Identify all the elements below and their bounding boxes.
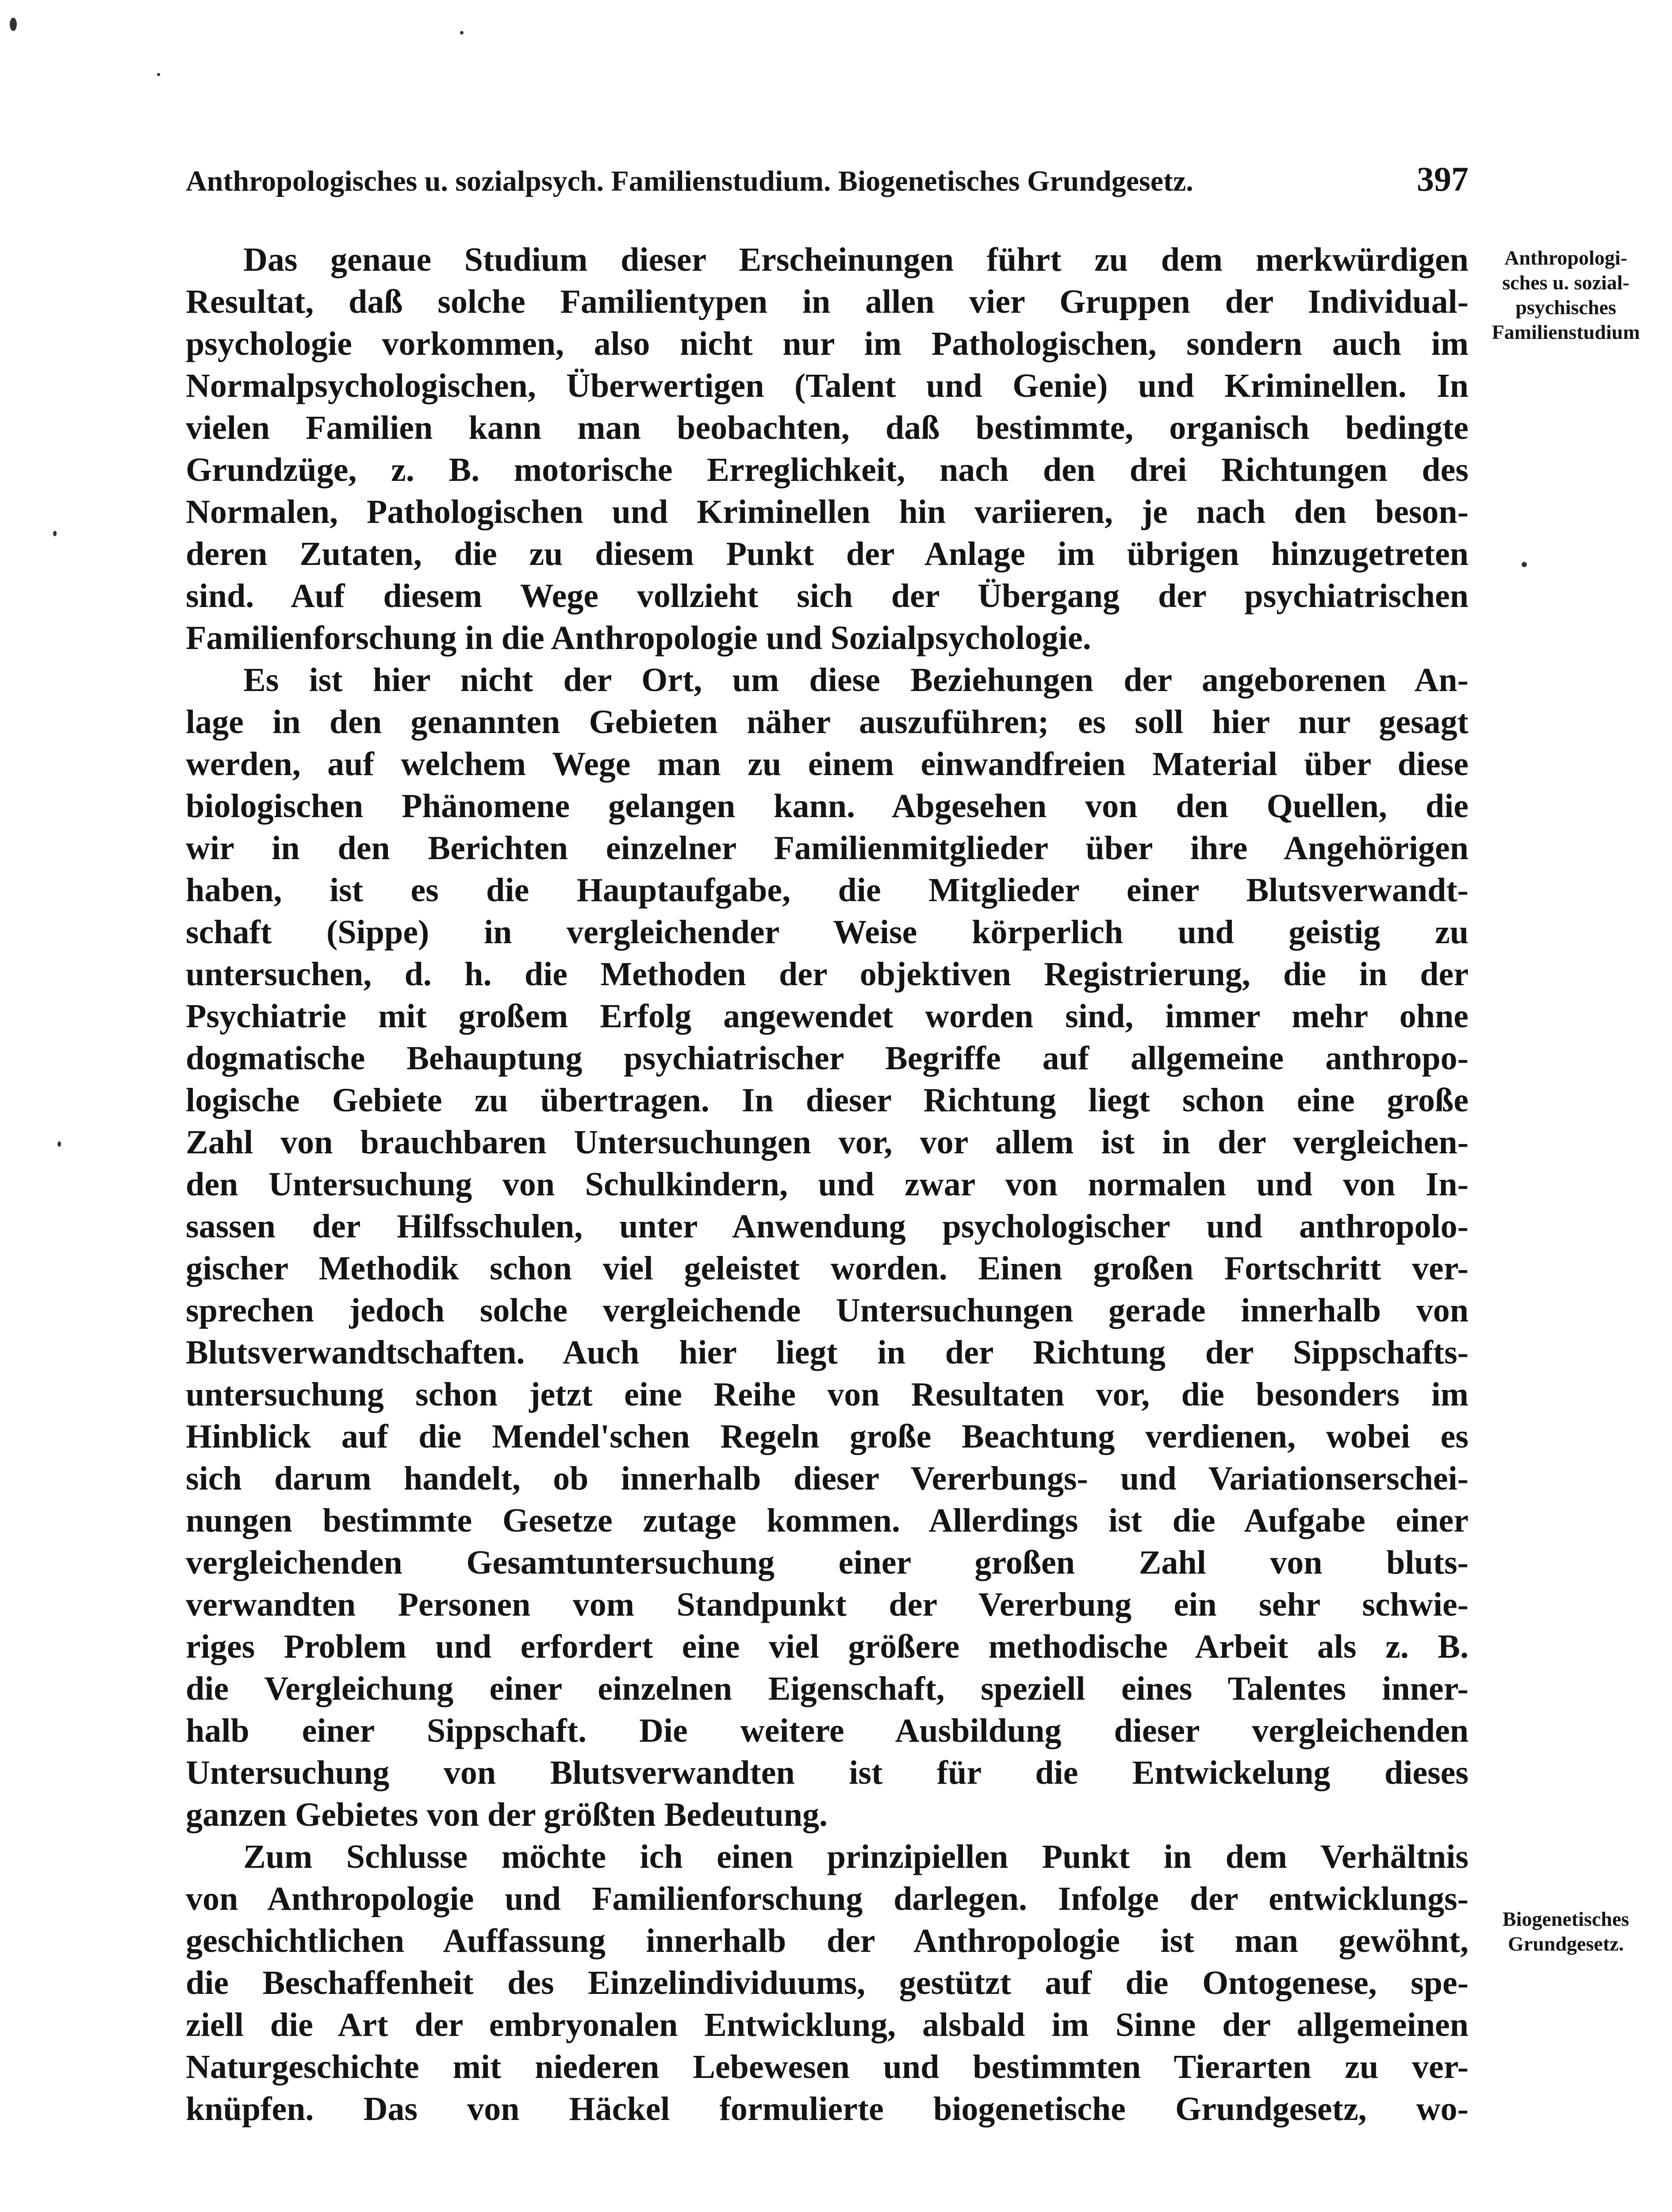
scan-speck xyxy=(1522,562,1527,567)
text-line: vielen Familien kann man beobachten, daß bestimmte, organisch bedingte xyxy=(186,409,1469,446)
text-line: Normalpsychologischen, Überwertigen (Talent und Genie) und Kriminellen. In xyxy=(186,367,1469,404)
text-line: verwandten Personen vom Standpunkt der Vererbung ein sehr schwie- xyxy=(186,1586,1469,1623)
text-line: dogmatische Behauptung psychiatrischer Begriffe auf allgemeine anthropo- xyxy=(186,1040,1469,1077)
text-line: Normalen, Pathologischen und Kriminellen hin variieren, je nach den beson- xyxy=(186,493,1469,530)
text-line: von Anthropologie und Familienforschung darlegen. Infolge der entwicklungs- xyxy=(186,1880,1469,1917)
text-line: Es ist hier nicht der Ort, um diese Beziehungen der angeborenen An- xyxy=(243,661,1469,699)
text-line: geschichtlichen Auffassung innerhalb der Anthropologie ist man gewöhnt, xyxy=(186,1922,1469,1959)
text-line: Das genaue Studium dieser Erscheinungen führt zu dem merkwürdigen xyxy=(243,241,1469,278)
text-line: Familienforschung in die Anthropologie und Sozialpsychologie. xyxy=(186,619,1091,657)
page-number: 397 xyxy=(1417,160,1469,198)
text-line: nungen bestimmte Gesetze zutage kommen. Allerdings ist die Aufgabe einer xyxy=(186,1502,1469,1539)
text-line: Resultat, daß solche Familientypen in allen vier Gruppen der Individual- xyxy=(186,283,1469,320)
text-line: den Untersuchung von Schulkindern, und zwar von normalen und von In- xyxy=(186,1166,1469,1203)
text-line: Zahl von brauchbaren Untersuchungen vor, vor allem ist in der vergleichen- xyxy=(186,1124,1469,1161)
text-line: die Vergleichung einer einzelnen Eigenschaft, speziell eines Talentes inner- xyxy=(186,1670,1469,1707)
text-line: Grundzüge, z. B. motorische Erreglichkeit, nach den drei Richtungen des xyxy=(186,451,1469,488)
text-line: Psychiatrie mit großem Erfolg angewendet worden sind, immer mehr ohne xyxy=(186,998,1469,1035)
text-line: werden, auf welchem Wege man zu einem einwandfreien Material über diese xyxy=(186,745,1469,783)
marginal-note-line: psychisches xyxy=(1515,296,1616,319)
marginal-note-anthropology xyxy=(1469,246,1663,345)
text-line: untersuchung schon jetzt eine Reihe von Resultaten vor, die besonders im xyxy=(186,1376,1469,1413)
text-line: Untersuchung von Blutsverwandten ist für die Entwickelung dieses xyxy=(186,1754,1469,1791)
text-line: Naturgeschichte mit niederen Lebewesen und bestimmten Tierarten zu ver- xyxy=(186,2048,1469,2085)
marginal-note-biogenetic xyxy=(1469,1907,1663,1956)
text-line: vergleichenden Gesamtuntersuchung einer großen Zahl von bluts- xyxy=(186,1544,1469,1581)
marginal-note-line: sches u. sozial- xyxy=(1502,271,1630,294)
text-line: halb einer Sippschaft. Die weitere Ausbildung dieser vergleichenden xyxy=(186,1712,1469,1749)
text-line: untersuchen, d. h. die Methoden der objektiven Registrierung, die in der xyxy=(186,956,1469,993)
marginal-note-line: Anthropologi- xyxy=(1504,246,1627,269)
scan-speck xyxy=(53,531,57,536)
text-line: sassen der Hilfsschulen, unter Anwendung psychologischer und anthropolo- xyxy=(186,1208,1469,1245)
text-line: ganzen Gebietes von der größten Bedeutung. xyxy=(186,1796,828,1833)
text-line: Hinblick auf die Mendel'schen Regeln große Beachtung verdienen, wobei es xyxy=(186,1418,1469,1455)
text-line: knüpfen. Das von Häckel formulierte biogenetische Grundgesetz, wo- xyxy=(186,2090,1469,2128)
text-line: riges Problem und erfordert eine viel größere methodische Arbeit als z. B. xyxy=(186,1628,1469,1665)
text-line: schaft (Sippe) in vergleichender Weise körperlich und geistig zu xyxy=(186,914,1469,951)
marginal-note-line: Grundgesetz. xyxy=(1508,1932,1624,1955)
marginal-note-line: Biogenetisches xyxy=(1502,1908,1630,1930)
text-line: die Beschaffenheit des Einzelindividuums, gestützt auf die Ontogenese, spe- xyxy=(186,1964,1469,2001)
running-head-title: Anthropologisches u. sozialpsych. Familienstudium. Biogenetisches Grundgesetz. xyxy=(186,165,1193,197)
text-line: ziell die Art der embryonalen Entwicklung, alsbald im Sinne der allgemeinen xyxy=(186,2006,1469,2043)
text-line: Zum Schlusse möchte ich einen prinzipiellen Punkt in dem Verhältnis xyxy=(243,1838,1469,1875)
text-line: Blutsverwandtschaften. Auch hier liegt in der Richtung der Sippschafts- xyxy=(186,1334,1469,1371)
text-line: sich darum handelt, ob innerhalb dieser Vererbungs- und Variationserschei- xyxy=(186,1460,1469,1497)
text-line: deren Zutaten, die zu diesem Punkt der Anlage im übrigen hinzugetreten xyxy=(186,535,1469,572)
running-head xyxy=(186,159,1469,199)
marginal-note-line: Familienstudium xyxy=(1492,321,1640,343)
scan-speck xyxy=(460,31,464,35)
text-line: gischer Methodik schon viel geleistet worden. Einen großen Fortschritt ver- xyxy=(186,1250,1469,1287)
text-line: haben, ist es die Hauptaufgabe, die Mitglieder einer Blutsverwandt- xyxy=(186,872,1469,909)
scan-speck xyxy=(58,1141,61,1147)
text-line: logische Gebiete zu übertragen. In dieser Richtung liegt schon eine große xyxy=(186,1082,1469,1119)
scan-speck xyxy=(157,73,160,76)
text-line: lage in den genannten Gebieten näher auszuführen; es soll hier nur gesagt xyxy=(186,703,1469,741)
text-line: sprechen jedoch solche vergleichende Untersuchungen gerade innerhalb von xyxy=(186,1292,1469,1329)
body-text xyxy=(186,239,1469,2130)
scan-speck xyxy=(10,18,17,31)
text-line: biologischen Phänomene gelangen kann. Abgesehen von den Quellen, die xyxy=(186,787,1469,825)
text-line: wir in den Berichten einzelner Familienmitglieder über ihre Angehörigen xyxy=(186,830,1469,867)
text-line: psychologie vorkommen, also nicht nur im Pathologischen, sondern auch im xyxy=(186,325,1469,362)
text-line: sind. Auf diesem Wege vollzieht sich der Übergang der psychiatrischen xyxy=(186,577,1469,614)
